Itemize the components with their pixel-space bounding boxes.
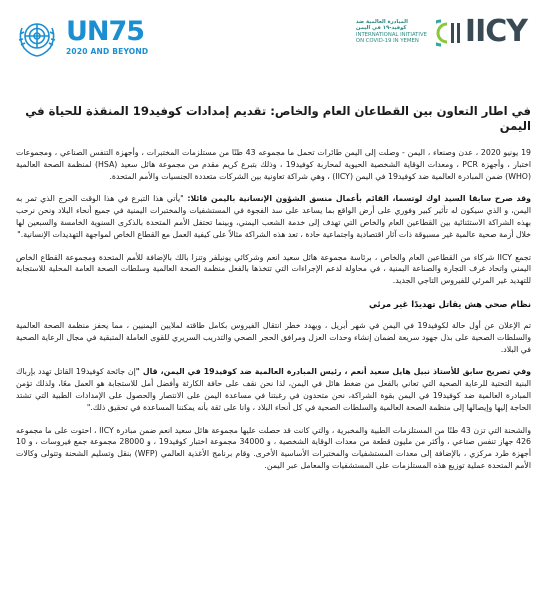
iicy-emblem-icon: [436, 15, 462, 49]
un75-tagline: 2020 AND BEYOND: [66, 47, 149, 56]
quote-lutsma: "يأتي هذا التبرع في هذا الوقت الحرج الذي تمر به اليمن، و الذي سيكون له تأثير كبير وفوري على أرض الواقع بما يساعد على سد الفجوة في المستشفيات والمختبرات اليمنية في جميع أنحاء البلاد ونحن نرحب بهذه الشراكة الاستثنائية بين القطاعين العام والخاص التي تهدف إلى خدمة الشعب اليمني، وبينما تحتفل الأمم المتحدة بالذكرى السنوية الخامسة والسبعين لها خلال أزمة صحية عالمية غير مسبوقة ذات آثار اقتصادية واجتماعية حادة ، تعد هذه الشراكة مثالاً على كيفية العمل مع القطاع الخاص لمواجهة التهديدات الإنسانية.": [16, 194, 531, 239]
paragraph-intro: 19 يونيو 2020 ، عدن وصنعاء ، اليمن - وصلت إلى اليمن طائرات تحمل ما مجموعه 43 طنًا من مستلزمات المختبرات ، وأجهزة التنفس الصناعي ، ومجموعات اختبار ، وأجهزة PCR ، ومعدات الوقاية الشخصية الحيوية لمحاربة كوفيد19 ، وذلك بتبرع كريم مقدم من مجموعة هائل سعيد (HSA) لمنظمة الصحة العالمية (WHO) ضمن المبادرة العالمية ضد كوفيد19 في اليمن (IICY) ، وهي شراكة تعاونية بين الشركات متعددة الجنسيات والأمم المتحدة.: [16, 148, 531, 181]
un-emblem-icon: [14, 14, 60, 60]
paragraph-quote-nabil: [16, 366, 531, 413]
paragraph-shipment: والشحنة التي تزن 43 طنًا من المستلزمات الطبية والمخبرية ، والتي كانت قد حصلت عليها مجموعة هائل سعيد انعم ضمن مبادرة IICY ، احتوت على ما مجموعه 426 جهاز تنفس صناعي ، وأكثر من مليون قطعة من معدات الوقاية الشخصية ، و 34000 مجموعة اختبار كوفيد19 ، و 28000 مجموعة جمع فيروسات ، و 10 أجهزة طرد مركزي ، بالإضافة إلى معدات المستشفيات والمختبرات الأساسية الأخرى. وقام برنامج الأغذية العالمي (WFP) بنقل وتسليم الشحنة وتتولى وكالات الأمم المتحدة عملية توزيع هذه المستلزمات على المستشفيات والمعامل عبر اليمن.: [16, 425, 532, 470]
iicy-description: [356, 19, 428, 44]
iicy-description-arabic: المبادرة العالمية ضد كوفيد-١٩ في اليمن: [355, 18, 408, 32]
quote-nabil: إن جائحة كوفيد19 القاتل تهدد بإرباك البنية التحتية للرعاية الصحية التي تعاني بالفعل من ضغط هائل في اليمن، لذا نحن نقف على حافة الكارثة وأفضل أمل للاستجابة هو العمل معًا، ولذلك تؤمن المبادرة العالمية ضد كوفيد19 في اليمن بقوة الشراكة، نحن متحدون في رغبتنا في مساعدة اليمن على الانتصار والحصول على الإمدادات الطبية التي تشتد الحاجة إليها وإيصالها إلى منظمة الصحة العالمية والسلطات الصحية في كل أنحاء البلاد ، وانا على ثقة بأنه يمكننا المساعدة في تحقيق ذلك.": [16, 367, 531, 412]
speaker-nabil: وفي تصريح سابق للأستاذ نبيل هايل سعيد أنعم ، رئيس المبادرة العالمية ضد كوفيد19 في اليمن، قال ": [135, 367, 532, 377]
iicy-logo: [356, 14, 527, 49]
section-heading: نظام صحي هش يقاتل تهديدًا غير مرئي: [369, 298, 531, 309]
paragraph-partners: تجمع IICY شركاء من القطاعين العام والخاص ، برئاسة مجموعة هائل سعيد انعم وشركائي يونيلفر وتنزا بالك بالإضافة للأمم المتحدة ومجموعة القطاع الخاص اليمني واتحاد غرف التجارة والصناعة اليمنية ، في محاولة لدعم الإجراءات التي تتخذها بالفعل منظمة الصحة العالمية وسلطات الصحة العامة المحلية للاستجابة للتهديد غير المرئي للفيروس التاجي الجديد.: [16, 252, 531, 286]
paragraph-quote-lutsma: [16, 193, 531, 240]
article-body: [16, 104, 531, 483]
iicy-description-english: INTERNATIONAL INITIATIVE ON COVID-19 IN YEMEN: [355, 31, 427, 44]
un75-logo: [14, 12, 148, 62]
speaker-lutsma: وقد صرح سابقا السيد اوك لوتسما، القائم بأعمال منسق الشؤون الإنسانية باليمن قائلا:: [183, 194, 531, 204]
un75-wordmark: UN75: [66, 16, 145, 47]
iicy-wordmark: IICY: [464, 14, 527, 49]
paragraph-first-case: تم الإعلان عن أول حالة لكوفيد19 في اليمن في شهر أبريل ، ويهدد خطر انتقال الفيروس بكامل طاقته لملايين اليمنيين ، مما يحفز منظمة الصحة العالمية والسلطات الصحية على بذل جهود سريعة لضمان إنشاء وحدات العزل ومرافق الحجر الصحي والتدريب السريري للقوى العاملة المتبقية في مجال الرعاية الصحية في البلاد.: [16, 320, 531, 354]
article-title: في اطار التعاون بين القطاعان العام والخاص: تقديم إمدادات كوفيد19 المنقذة للحياة في اليمن: [25, 104, 531, 133]
